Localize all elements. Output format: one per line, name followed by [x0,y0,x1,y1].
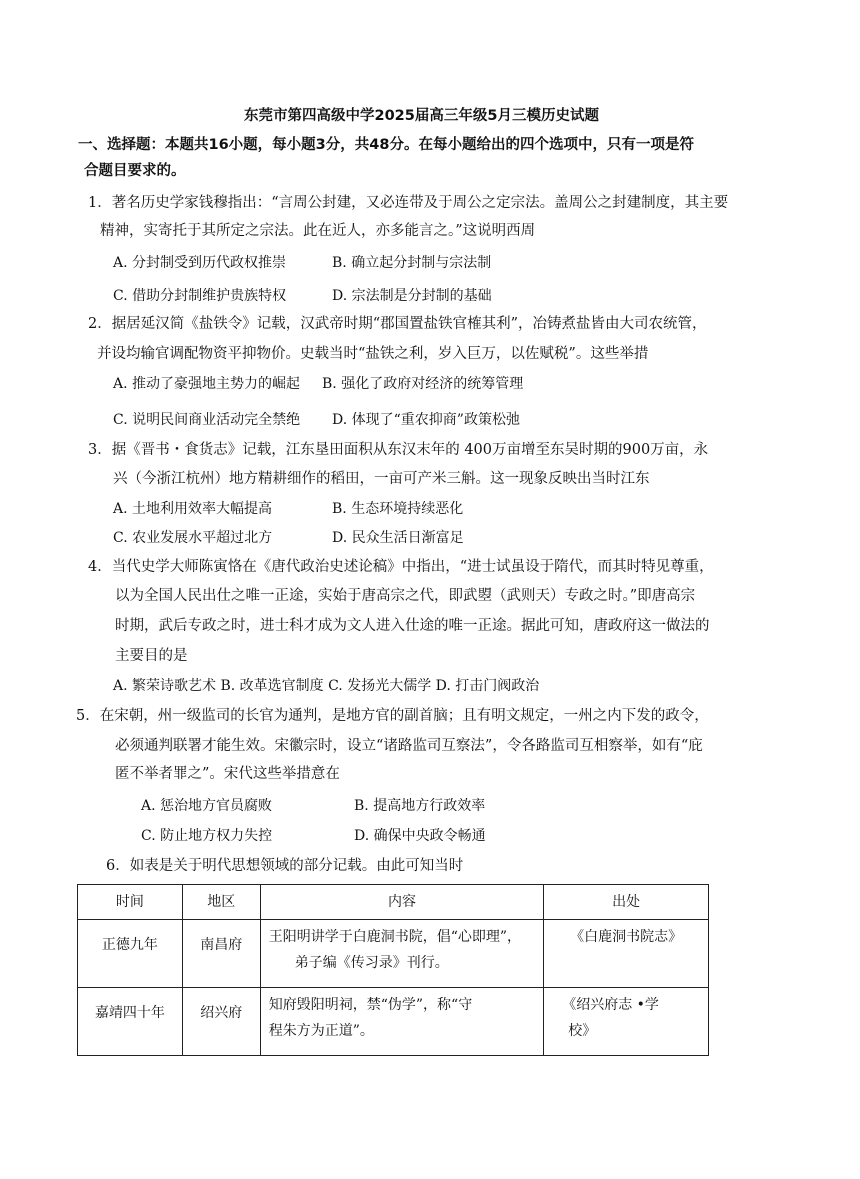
question-1-option-c[interactable]: C. 借助分封制维护贵族特权 [113,288,287,304]
question-1-stem-line2: 精神，实寄托于其所定之宗法。此在近人，亦多能言之。”这说明西周 [100,223,536,239]
question-2-stem-line1: 2．据居延汉简《盐铁令》记载，汉武帝时期“郡国置盐铁官榷其利”，冶铸煮盐皆由大司农统管， [88,316,707,332]
question-3-stem-line1: 3．据《晋书・食货志》记载，江东垦田面积从东汉末年的 400万亩增至东吴时期的900万亩，永 [88,442,709,458]
question-3-option-a[interactable]: A. 土地利用效率大幅提高 [113,501,273,517]
question-3-option-b[interactable]: B. 生态环境持续恶化 [332,501,464,517]
question-6-stem: 6．如表是关于明代思想领域的部分记载。由此可知当时 [106,858,464,874]
table-cell-region: 绍兴府 [182,988,260,1056]
section-heading-line2: 合题目要求的。 [84,163,186,179]
section-heading-line1: 一、选择题：本题共16小题，每小题3分，共48分。在每小题给出的四个选项中，只有一项是符 [78,137,694,153]
question-3-stem-line2: 兴（今浙江杭州）地方精耕细作的稻田，一亩可产米三斛。这一现象反映出当时江东 [113,471,650,487]
table-row [78,920,709,988]
table-header-time: 时间 [78,885,183,920]
question-1-option-a[interactable]: A. 分封制受到历代政权推崇 [113,255,287,271]
table-cell-source [544,988,709,1056]
table-cell-content [260,920,544,988]
question-5-option-c[interactable]: C. 防止地方权力失控 [141,828,273,844]
table-cell-content [260,988,544,1056]
table-cell-source [544,920,709,988]
question-5-option-d[interactable]: D. 确保中央政令畅通 [354,828,486,844]
question-5-stem-line1: 5．在宋朝，州一级监司的长官为通判，是地方官的副首脑；且有明文规定，一州之内下发的政令， [76,708,709,724]
history-table [77,884,709,1056]
question-2-stem-line2: 并设均输官调配物资平抑物价。史载当时“盐铁之利，岁入巨万，以佐赋税”。这些举措 [97,346,649,362]
table-cell-source-line1: 《绍兴府志 •学 [562,997,659,1013]
table-row [78,988,709,1056]
question-1-option-d[interactable]: D. 宗法制是分封制的基础 [332,288,492,304]
question-4-options[interactable]: A. 繁荣诗歌艺术 B. 改革选官制度 C. 发扬光大儒学 D. 打击门阀政治 [113,678,540,694]
table-cell-source-line2: 校》 [568,1023,597,1039]
question-3-option-d[interactable]: D. 民众生活日渐富足 [332,530,464,546]
question-5-option-b[interactable]: B. 提高地方行政效率 [354,798,486,814]
question-1-option-b[interactable]: B. 确立起分封制与宗法制 [332,255,492,271]
question-5-option-a[interactable]: A. 惩治地方官员腐败 [141,798,273,814]
table-header-region: 地区 [182,885,260,920]
table-header-content: 内容 [260,885,544,920]
table-cell-content-line2: 弟子编《传习录》刊行。 [294,955,449,971]
question-1-stem-line1: 1．著名历史学家钱穆指出：“言周公封建，又必连带及于周公之定宗法。盖周公之封建制度，其主要 [88,195,729,211]
table-cell-time: 嘉靖四十年 [78,988,183,1056]
table-cell-source-line1: 《白鹿洞书院志》 [570,929,683,945]
question-4-stem-line3: 时期，武后专政之时，进士科才成为文人进入仕途的唯一正途。据此可知，唐政府这一做法的 [115,618,710,634]
table-header-source: 出处 [544,885,709,920]
table-cell-time: 正德九年 [78,920,183,988]
question-2-option-b[interactable]: B. 强化了政府对经济的统筹管理 [322,376,524,392]
question-5-stem-line3: 匿不举者罪之”。宋代这些举措意在 [115,766,340,782]
table-cell-region: 南昌府 [182,920,260,988]
page-title: 东莞市第四高级中学2025届高三年级5月三模历史试题 [244,108,599,124]
table-cell-content-line1: 王阳明讲学于白鹿洞书院，倡“心即理”， [268,929,522,945]
table-cell-content-line2: 程朱方为正道”。 [268,1023,374,1039]
question-4-stem-line1: 4．当代史学大师陈寅恪在《唐代政治史述论稿》中指出，“进士试虽设于隋代，而其时特见尊重， [88,559,714,575]
table-cell-content-line1: 知府毁阳明祠，禁“伪学”，称“守 [268,997,473,1013]
question-2-option-d[interactable]: D. 体现了“重农抑商”政策松弛 [332,412,520,428]
table-header-row [78,885,709,920]
question-2-option-c[interactable]: C. 说明民间商业活动完全禁绝 [113,412,301,428]
question-5-stem-line2: 必须通判联署才能生效。宋徽宗时，设立“诸路监司互察法”，令各路监司互相察举，如有“庇 [115,738,703,754]
question-4-stem-line4: 主要目的是 [115,648,188,664]
question-3-option-c[interactable]: C. 农业发展水平超过北方 [113,530,273,546]
question-4-stem-line2: 以为全国人民出仕之唯一正途，实始于唐高宗之代，即武曌（武则天）专政之时。”即唐高宗 [115,588,696,604]
question-2-option-a[interactable]: A. 推动了豪强地主势力的崛起 [113,376,301,392]
